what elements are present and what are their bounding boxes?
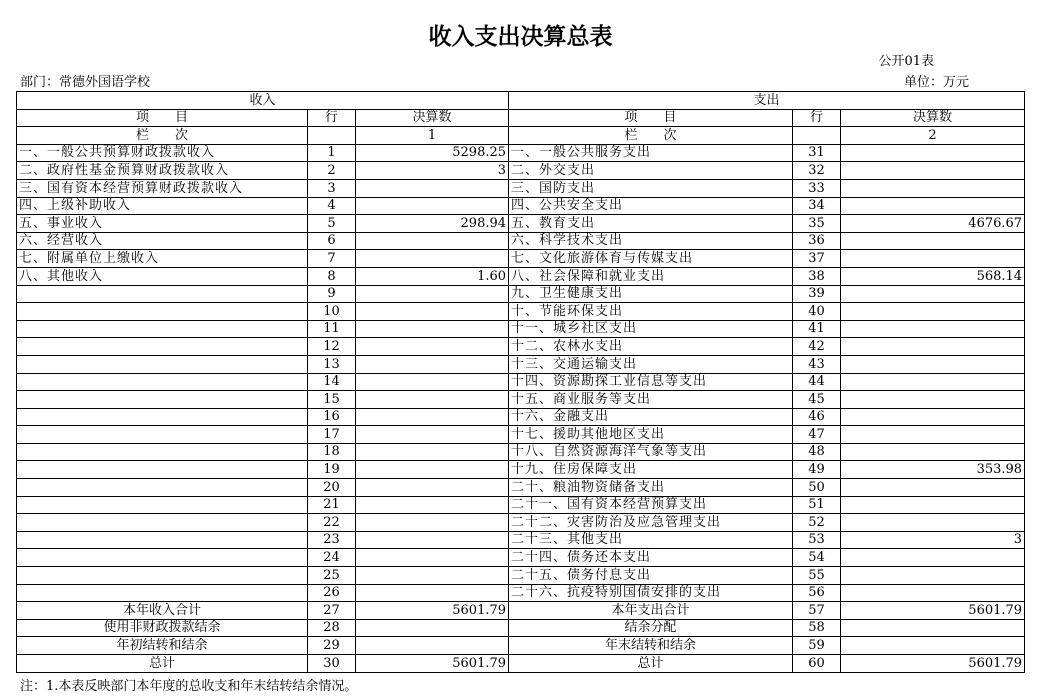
- expense-line: 37: [793, 250, 841, 268]
- income-line: 12: [308, 338, 356, 356]
- income-item: [17, 303, 308, 321]
- income-item: 四、上级补助收入: [17, 197, 308, 215]
- expense-amount: [841, 250, 1025, 268]
- expense-amount: [841, 303, 1025, 321]
- income-line: 17: [308, 426, 356, 444]
- income-item: [17, 391, 308, 409]
- expense-line: 41: [793, 320, 841, 338]
- expense-item: 十四、资源勘探工业信息等支出: [509, 373, 793, 391]
- expense-total-item: 年末结转和结余: [509, 637, 793, 655]
- expense-line: 32: [793, 162, 841, 180]
- expense-line-header: 行: [793, 109, 841, 127]
- income-total-item: 使用非财政拨款结余: [17, 619, 308, 637]
- income-amount: [356, 584, 509, 602]
- table-row: [17, 461, 1025, 479]
- income-total-line: 27: [308, 602, 356, 620]
- table-row: [17, 320, 1025, 338]
- expense-item: 十二、农林水支出: [509, 338, 793, 356]
- income-line: 9: [308, 285, 356, 303]
- table-row: [17, 443, 1025, 461]
- income-item: 五、事业收入: [17, 215, 308, 233]
- expense-item: 十八、自然资源海洋气象等支出: [509, 443, 793, 461]
- income-total-item: 本年收入合计: [17, 602, 308, 620]
- income-line: 8: [308, 267, 356, 285]
- expense-line: 56: [793, 584, 841, 602]
- expense-amount: [841, 179, 1025, 197]
- expense-amount: [841, 320, 1025, 338]
- income-total-line: 29: [308, 637, 356, 655]
- table-row: [17, 267, 1025, 285]
- expense-total-item: 总计: [509, 655, 793, 673]
- total-row: [17, 602, 1025, 620]
- income-amount: [356, 426, 509, 444]
- income-line: 2: [308, 162, 356, 180]
- income-line: 7: [308, 250, 356, 268]
- table-row: [17, 496, 1025, 514]
- expense-total-line: 57: [793, 602, 841, 620]
- income-item: 一、一般公共预算财政拨款收入: [17, 144, 308, 162]
- income-line: 21: [308, 496, 356, 514]
- income-amount: [356, 443, 509, 461]
- expense-item: 十六、金融支出: [509, 408, 793, 426]
- expense-total-line: 58: [793, 619, 841, 637]
- income-item: 七、附属单位上缴收入: [17, 250, 308, 268]
- expense-item: 十九、住房保障支出: [509, 461, 793, 479]
- income-line: 5: [308, 215, 356, 233]
- expense-item: 二十三、其他支出: [509, 531, 793, 549]
- table-row: [17, 215, 1025, 233]
- table-row: [17, 144, 1025, 162]
- income-line: 14: [308, 373, 356, 391]
- income-line-header: 行: [308, 109, 356, 127]
- expense-total-item: 本年支出合计: [509, 602, 793, 620]
- table-row: [17, 408, 1025, 426]
- column-index-row: [17, 127, 1025, 145]
- total-row: [17, 637, 1025, 655]
- expense-amount: [841, 285, 1025, 303]
- income-amount: [356, 373, 509, 391]
- income-line: 18: [308, 443, 356, 461]
- income-line: 4: [308, 197, 356, 215]
- income-item: [17, 355, 308, 373]
- expense-line: 53: [793, 531, 841, 549]
- expense-line: 46: [793, 408, 841, 426]
- income-item: [17, 567, 308, 585]
- income-index-line: [308, 127, 356, 145]
- expense-amount: [841, 144, 1025, 162]
- income-total-item: 总计: [17, 655, 308, 673]
- expense-line: 34: [793, 197, 841, 215]
- income-item-header: 项 目: [17, 109, 308, 127]
- expense-item: 五、教育支出: [509, 215, 793, 233]
- total-row: [17, 619, 1025, 637]
- income-item: 三、国有资本经营预算财政拨款收入: [17, 179, 308, 197]
- table-code: 公开01表: [878, 54, 934, 69]
- page-title: 收入支出决算总表: [428, 24, 613, 50]
- income-item: [17, 549, 308, 567]
- income-line: 19: [308, 461, 356, 479]
- table-row: [17, 179, 1025, 197]
- income-item: [17, 496, 308, 514]
- income-amount: [356, 549, 509, 567]
- expense-line: 43: [793, 355, 841, 373]
- income-amount: 298.94: [356, 215, 509, 233]
- income-total-amount: [356, 637, 509, 655]
- expense-total-item: 结余分配: [509, 619, 793, 637]
- expense-amount: 3: [841, 531, 1025, 549]
- expense-item: 七、文化旅游体育与传媒支出: [509, 250, 793, 268]
- expense-line: 45: [793, 391, 841, 409]
- income-item: [17, 461, 308, 479]
- income-item: [17, 285, 308, 303]
- expense-line: 38: [793, 267, 841, 285]
- expense-item: 二十四、债务还本支出: [509, 549, 793, 567]
- expense-amount: [841, 549, 1025, 567]
- income-item: [17, 408, 308, 426]
- expense-amount: [841, 391, 1025, 409]
- table-row: [17, 232, 1025, 250]
- expense-index-line: [793, 127, 841, 145]
- expense-line: 48: [793, 443, 841, 461]
- table-row: [17, 162, 1025, 180]
- income-item: [17, 584, 308, 602]
- expense-item: 十七、援助其他地区支出: [509, 426, 793, 444]
- expense-item-header: 项 目: [509, 109, 793, 127]
- income-line: 22: [308, 514, 356, 532]
- table-row: [17, 303, 1025, 321]
- expense-total-line: 59: [793, 637, 841, 655]
- income-amount: [356, 303, 509, 321]
- table-row: [17, 549, 1025, 567]
- income-amount: [356, 496, 509, 514]
- income-amount: [356, 197, 509, 215]
- table-row: [17, 514, 1025, 532]
- expense-line: 39: [793, 285, 841, 303]
- expense-section-header: 支出: [509, 92, 1025, 110]
- income-amount: [356, 391, 509, 409]
- income-amount: [356, 514, 509, 532]
- income-total-amount: [356, 619, 509, 637]
- table-row: [17, 373, 1025, 391]
- income-amount: [356, 408, 509, 426]
- footnote: 注：1.本表反映部门本年度的总收支和年末结转结余情况。: [20, 679, 358, 694]
- expense-line: 36: [793, 232, 841, 250]
- expense-item: 九、卫生健康支出: [509, 285, 793, 303]
- income-item: [17, 531, 308, 549]
- income-line: 15: [308, 391, 356, 409]
- table-row: [17, 567, 1025, 585]
- expense-item: 十五、商业服务等支出: [509, 391, 793, 409]
- expense-amount: [841, 373, 1025, 391]
- income-line: 26: [308, 584, 356, 602]
- income-line: 23: [308, 531, 356, 549]
- income-item: [17, 320, 308, 338]
- expense-line: 51: [793, 496, 841, 514]
- expense-item: 二十六、抗疫特别国债安排的支出: [509, 584, 793, 602]
- department-label: 部门：常德外国语学校: [20, 75, 151, 90]
- expense-amount: [841, 584, 1025, 602]
- expense-amount: [841, 426, 1025, 444]
- expense-item: 十、节能环保支出: [509, 303, 793, 321]
- expense-item: 二十、粮油物资储备支出: [509, 479, 793, 497]
- expense-amount: [841, 496, 1025, 514]
- expense-item: 二、外交支出: [509, 162, 793, 180]
- expense-amount: [841, 443, 1025, 461]
- income-amount: [356, 461, 509, 479]
- expense-amount: 4676.67: [841, 215, 1025, 233]
- income-amount: 1.60: [356, 267, 509, 285]
- income-item: [17, 514, 308, 532]
- income-amount: [356, 338, 509, 356]
- income-item: [17, 443, 308, 461]
- income-item: [17, 338, 308, 356]
- income-item: 八、其他收入: [17, 267, 308, 285]
- expense-total-line: 60: [793, 655, 841, 673]
- table-row: [17, 285, 1025, 303]
- expense-amount: [841, 338, 1025, 356]
- income-item: [17, 426, 308, 444]
- income-item: 二、政府性基金预算财政拨款收入: [17, 162, 308, 180]
- table-row: [17, 391, 1025, 409]
- income-line: 25: [308, 567, 356, 585]
- income-amount: [356, 179, 509, 197]
- expense-line: 33: [793, 179, 841, 197]
- expense-item: 十三、交通运输支出: [509, 355, 793, 373]
- income-line: 24: [308, 549, 356, 567]
- unit-label: 单位：万元: [903, 75, 969, 90]
- expense-line: 52: [793, 514, 841, 532]
- income-expense-table: [16, 91, 1025, 673]
- expense-line: 55: [793, 567, 841, 585]
- income-amount: [356, 285, 509, 303]
- table-row: [17, 338, 1025, 356]
- expense-amount: [841, 232, 1025, 250]
- table-row: [17, 584, 1025, 602]
- income-amount: [356, 320, 509, 338]
- expense-total-amount: [841, 637, 1025, 655]
- income-total-amount: 5601.79: [356, 655, 509, 673]
- income-total-line: 30: [308, 655, 356, 673]
- income-amount: [356, 479, 509, 497]
- income-line: 6: [308, 232, 356, 250]
- expense-line: 50: [793, 479, 841, 497]
- expense-item: 六、科学技术支出: [509, 232, 793, 250]
- expense-total-amount: 5601.79: [841, 602, 1025, 620]
- income-total-line: 28: [308, 619, 356, 637]
- expense-amount: [841, 479, 1025, 497]
- expense-item: 四、公共安全支出: [509, 197, 793, 215]
- expense-item: 二十五、债务付息支出: [509, 567, 793, 585]
- income-item: [17, 479, 308, 497]
- income-total-amount: 5601.79: [356, 602, 509, 620]
- expense-item: 二十二、灾害防治及应急管理支出: [509, 514, 793, 532]
- expense-amount: 568.14: [841, 267, 1025, 285]
- expense-amount: [841, 355, 1025, 373]
- expense-amount: [841, 567, 1025, 585]
- expense-item: 二十一、国有资本经营预算支出: [509, 496, 793, 514]
- expense-item: 八、社会保障和就业支出: [509, 267, 793, 285]
- income-line: 11: [308, 320, 356, 338]
- income-amount: [356, 355, 509, 373]
- income-total-item: 年初结转和结余: [17, 637, 308, 655]
- expense-amount-header: 决算数: [841, 109, 1025, 127]
- expense-line: 42: [793, 338, 841, 356]
- expense-line: 40: [793, 303, 841, 321]
- table-row: [17, 197, 1025, 215]
- income-amount: [356, 250, 509, 268]
- income-line: 20: [308, 479, 356, 497]
- income-amount: 3: [356, 162, 509, 180]
- table-row: [17, 250, 1025, 268]
- expense-total-amount: [841, 619, 1025, 637]
- income-line: 3: [308, 179, 356, 197]
- expense-line: 31: [793, 144, 841, 162]
- income-line: 16: [308, 408, 356, 426]
- income-amount: [356, 567, 509, 585]
- income-section-header: 收入: [17, 92, 509, 110]
- table-row: [17, 355, 1025, 373]
- expense-line: 54: [793, 549, 841, 567]
- income-amount: [356, 531, 509, 549]
- expense-index-label: 栏 次: [509, 127, 793, 145]
- expense-item: 一、一般公共服务支出: [509, 144, 793, 162]
- expense-amount: [841, 514, 1025, 532]
- expense-index-number: 2: [841, 127, 1025, 145]
- income-item: 六、经营收入: [17, 232, 308, 250]
- income-line: 10: [308, 303, 356, 321]
- table-row: [17, 426, 1025, 444]
- income-line: 1: [308, 144, 356, 162]
- table-row: [17, 479, 1025, 497]
- expense-amount: 353.98: [841, 461, 1025, 479]
- expense-item: 十一、城乡社区支出: [509, 320, 793, 338]
- expense-line: 49: [793, 461, 841, 479]
- expense-amount: [841, 162, 1025, 180]
- income-index-number: 1: [356, 127, 509, 145]
- income-amount: [356, 232, 509, 250]
- income-amount: 5298.25: [356, 144, 509, 162]
- expense-line: 47: [793, 426, 841, 444]
- income-index-label: 栏 次: [17, 127, 308, 145]
- income-amount-header: 决算数: [356, 109, 509, 127]
- income-line: 13: [308, 355, 356, 373]
- column-header-row: [17, 109, 1025, 127]
- expense-amount: [841, 197, 1025, 215]
- section-header-row: [17, 92, 1025, 110]
- expense-line: 44: [793, 373, 841, 391]
- total-row: [17, 655, 1025, 673]
- expense-total-amount: 5601.79: [841, 655, 1025, 673]
- expense-amount: [841, 408, 1025, 426]
- income-item: [17, 373, 308, 391]
- expense-line: 35: [793, 215, 841, 233]
- expense-item: 三、国防支出: [509, 179, 793, 197]
- table-row: [17, 531, 1025, 549]
